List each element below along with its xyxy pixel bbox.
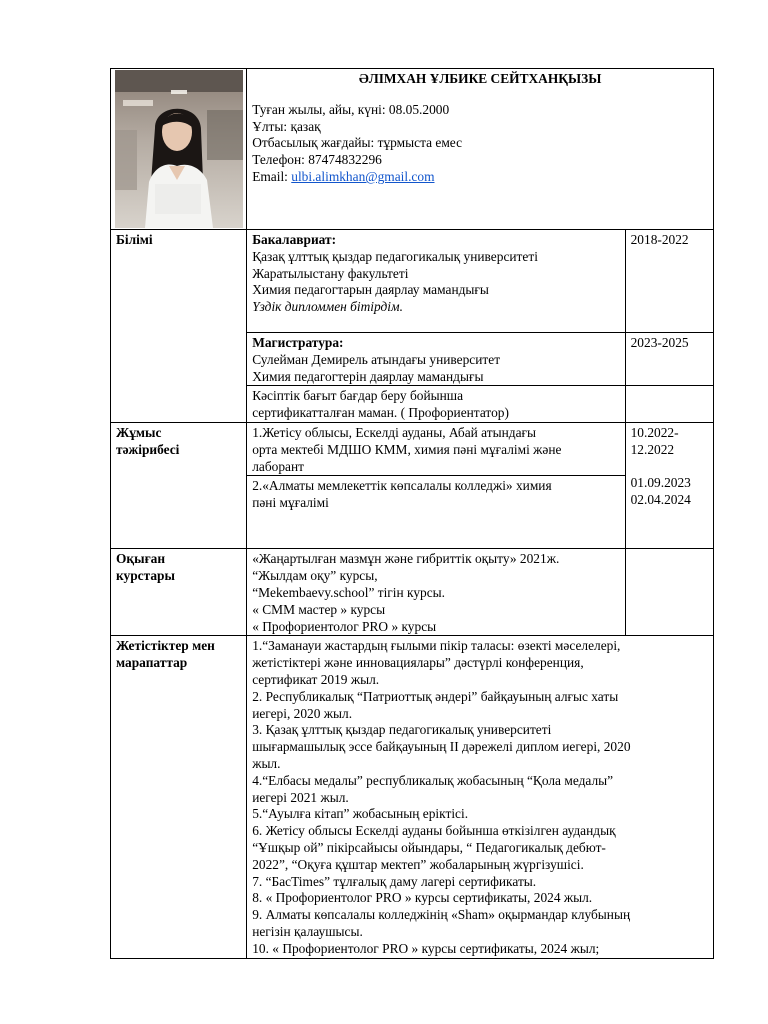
achievement-line: негізін қалаушысы. bbox=[252, 923, 363, 939]
job1-line: лаборант bbox=[252, 458, 304, 474]
course-item: “Mekembaevy.school” тігін курсы. bbox=[252, 584, 446, 600]
job1-line: 1.Жетісу облысы, Ескелді ауданы, Абай атындағы bbox=[252, 424, 537, 440]
work-label-line: тәжірибесі bbox=[116, 441, 180, 457]
nationality: Ұлты: қазақ bbox=[252, 118, 321, 134]
courses-cell bbox=[247, 549, 625, 636]
work-date-line bbox=[631, 459, 708, 476]
bachelor-line: Қазақ ұлттық қыздар педагогикалық университеті bbox=[252, 248, 538, 264]
bachelor-years: 2018-2022 bbox=[625, 230, 713, 333]
job2-line: пәні мұғалімі bbox=[252, 495, 329, 511]
achievement-line: 6. Жетісу облысы Ескелді ауданы бойынша өткізілген аудандық bbox=[252, 823, 616, 839]
achievement-line: жыл. bbox=[252, 755, 281, 771]
job2-line: 2.«Алматы мемлекеттік көпсалалы колледжі» химия bbox=[252, 478, 552, 494]
achievement-line: 2. Республикалық “Патриоттық әндері” байқауының алғыс хаты bbox=[252, 688, 619, 704]
master-line: Химия педагогтерін даярлау мамандығы bbox=[252, 368, 484, 384]
courses-row bbox=[111, 549, 714, 636]
job2-cell bbox=[247, 476, 625, 549]
bachelor-line: Жаратылыстану факультеті bbox=[252, 265, 409, 281]
course-item: «Жаңартылған мазмұн және гибриттік оқыту» 2021ж. bbox=[252, 551, 560, 567]
work-dates bbox=[625, 422, 713, 548]
work-label-line: Жұмыс bbox=[116, 424, 162, 440]
work-label bbox=[111, 422, 247, 548]
achievement-line: 1.“Заманауи жастардың ғылыми пікір таласы: өзекті мәселелері, bbox=[252, 638, 621, 654]
work-date-line: 10.2022- bbox=[630, 424, 679, 440]
achievement-line: иегері 2021 жыл. bbox=[252, 789, 349, 805]
cert-years-empty bbox=[625, 386, 713, 423]
course-item: “Жылдам оқу” курсы, bbox=[252, 568, 378, 584]
achievement-line: 2022”, “Оқуға құштар мектеп” жобаларының жүргізушісі. bbox=[252, 856, 584, 872]
master-title: Магистратура: bbox=[252, 335, 344, 350]
cert-line: Кәсіптік бағыт бағдар беру бойынша bbox=[252, 388, 464, 404]
achievement-line: сертификат 2019 жыл. bbox=[252, 671, 380, 687]
bachelor-line: Химия педагогтарын даярлау мамандығы bbox=[252, 282, 489, 298]
personal-info-cell bbox=[247, 69, 714, 230]
work-row-1 bbox=[111, 422, 714, 475]
full-name: ӘЛІМХАН ҰЛБИКЕ СЕЙТХАНҚЫЗЫ bbox=[358, 71, 602, 86]
work-date-line: 12.2022 bbox=[630, 441, 675, 457]
cert-line: сертификатталған маман. ( Профориентатор) bbox=[252, 405, 509, 421]
course-item: « Профориентолог PRO » курсы bbox=[252, 618, 437, 634]
email-link[interactable]: ulbi.alimkhan@gmail.com bbox=[291, 168, 435, 184]
marital-status: Отбасылық жағдайы: тұрмыста емес bbox=[252, 135, 463, 151]
job1-cell bbox=[247, 422, 625, 475]
achievements-cell bbox=[247, 636, 714, 958]
courses-label bbox=[111, 549, 247, 636]
birth-date: Туған жылы, айы, күні: 08.05.2000 bbox=[252, 101, 450, 117]
master-years: 2023-2025 bbox=[625, 333, 713, 386]
email-label: Email: bbox=[252, 168, 292, 184]
courses-label-line: Оқыған bbox=[116, 551, 166, 567]
achievement-line: 3. Қазақ ұлттық қыздар педагогикалық университеті bbox=[252, 722, 552, 738]
photo-cell bbox=[111, 69, 247, 230]
work-date-line: 02.04.2024 bbox=[630, 492, 691, 508]
achievement-line: 5.“Ауылға кітап” жобасының еріктісі. bbox=[252, 806, 469, 822]
education-bachelor-row bbox=[111, 230, 714, 333]
achievements-label bbox=[111, 636, 247, 958]
phone: Телефон: 87474832296 bbox=[252, 152, 382, 168]
achievements-label-line: Жетістіктер мен bbox=[116, 638, 215, 654]
achievement-line: шығармашылық эссе байқауының ІІ дәрежелі диплом иегері, 2020 bbox=[252, 739, 631, 755]
course-item: « СММ мастер » курсы bbox=[252, 601, 386, 617]
achievements-row bbox=[111, 636, 714, 958]
email-line bbox=[252, 169, 708, 186]
header-row bbox=[111, 69, 714, 230]
achievement-line: иегері, 2020 жыл. bbox=[252, 705, 353, 721]
master-line: Сулейман Демирель атындағы университет bbox=[252, 351, 501, 367]
achievement-line: 4.“Елбасы медалы” республикалық жобасының “Қола медалы” bbox=[252, 772, 614, 788]
cv-table bbox=[110, 68, 714, 959]
bachelor-title: Бакалавриат: bbox=[252, 232, 337, 247]
job1-line: орта мектебі МДШО КММ, химия пәні мұғалімі және bbox=[252, 441, 562, 457]
achievement-line: “Ұшқыр ой” пікірсайысы ойындары, “ Педагогикалық дебют- bbox=[252, 839, 606, 855]
courses-label-line: курстары bbox=[116, 568, 175, 584]
master-cell bbox=[247, 333, 625, 386]
achievement-line: 9. Алматы көпсалалы колледжінің «Sham» оқырмандар клубының bbox=[252, 907, 631, 923]
work-date-line: 01.09.2023 bbox=[630, 475, 691, 491]
education-label: Білімі bbox=[111, 230, 247, 423]
achievement-line: 7. “БасTimes” тұлғалық даму лагері сертификаты. bbox=[252, 873, 537, 889]
achievement-line: 10. « Профориентолог PRO » курсы сертификаты, 2024 жыл; bbox=[252, 940, 600, 956]
cert-cell bbox=[247, 386, 625, 423]
courses-empty bbox=[625, 549, 713, 636]
profile-photo bbox=[115, 70, 243, 228]
bachelor-note: Үздік дипломмен бітірдім. bbox=[252, 299, 403, 315]
achievement-line: 8. « Профориентолог PRO » курсы сертификаты, 2024 жыл. bbox=[252, 890, 593, 906]
achievement-line: жетістіктері және инновациялары” дәстүрлі конференция, bbox=[252, 655, 584, 671]
bachelor-cell bbox=[247, 230, 625, 333]
achievements-label-line: марапаттар bbox=[116, 655, 188, 671]
